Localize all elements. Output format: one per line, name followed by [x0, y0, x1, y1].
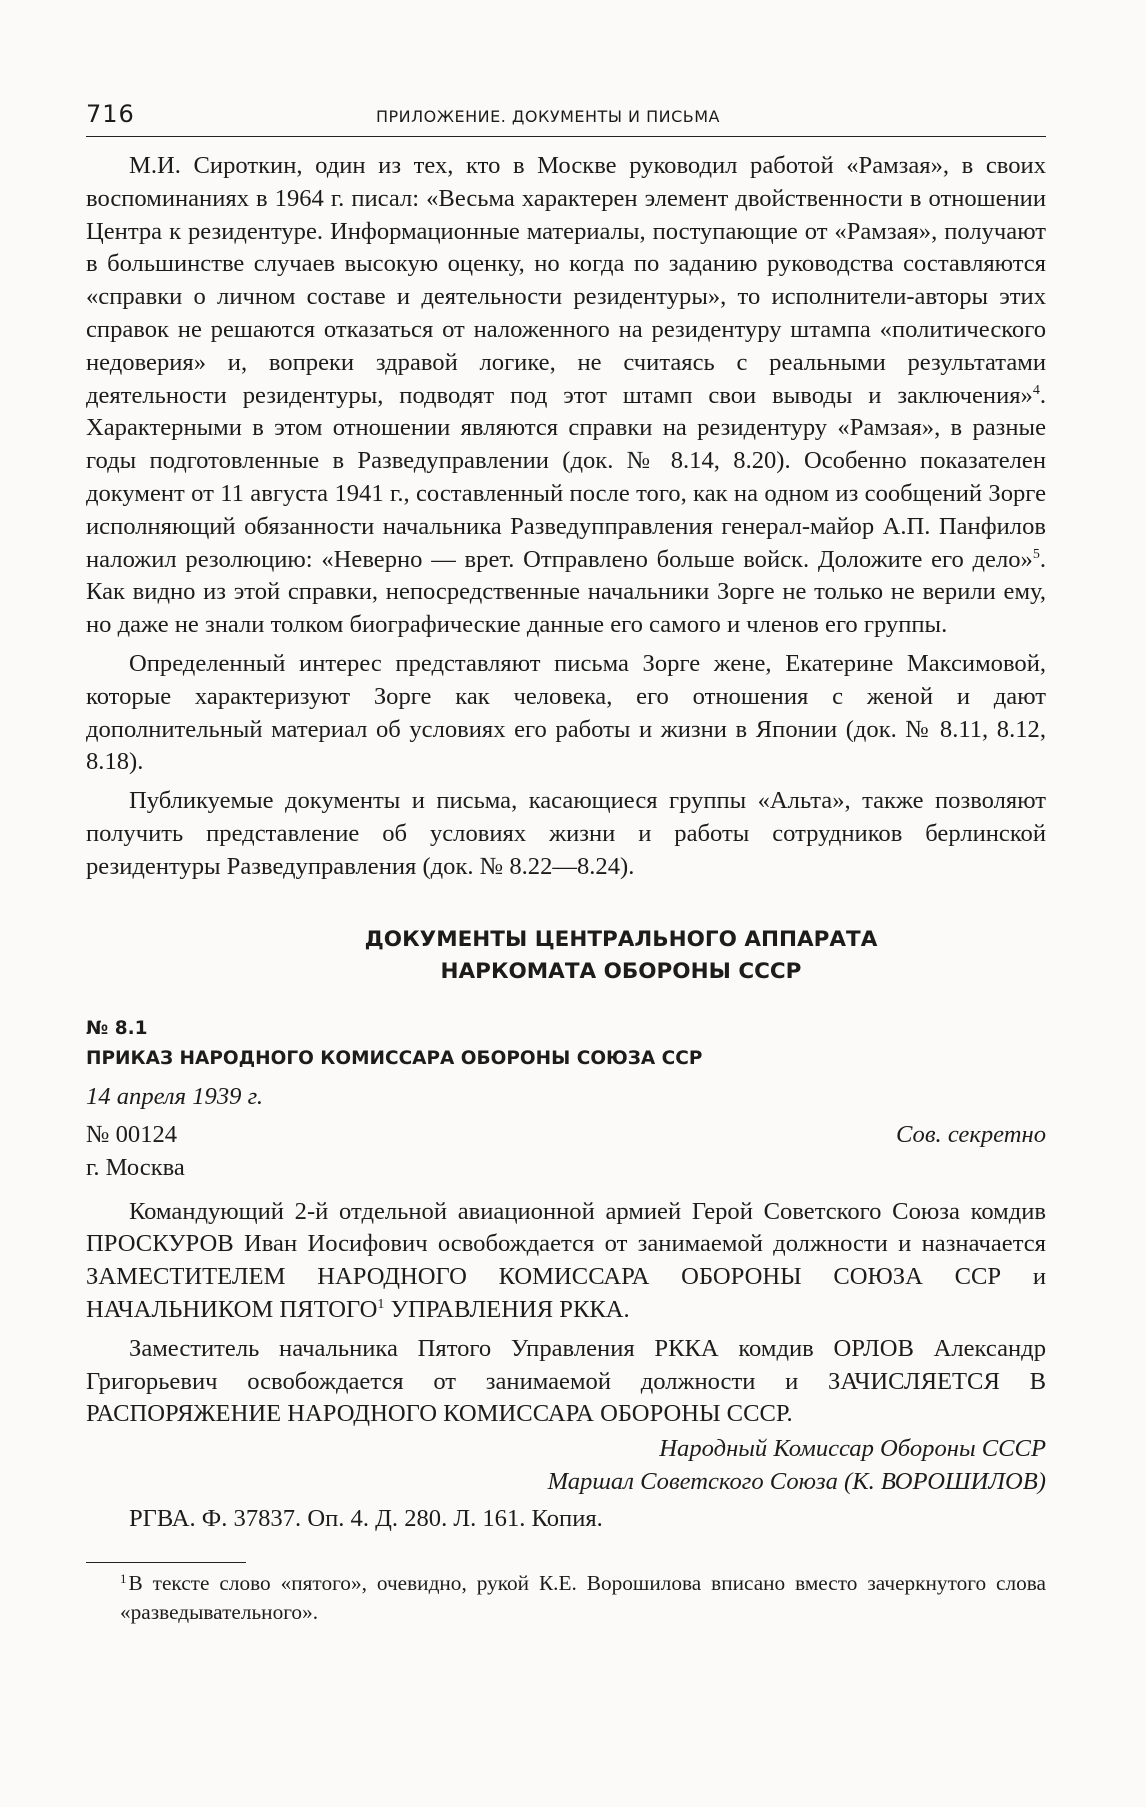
signature-line-2: Маршал Советского Союза (К. ВОРОШИЛОВ) — [547, 1467, 1046, 1495]
footnote-ref-4: 4 — [1032, 382, 1040, 398]
page-number: 716 — [86, 100, 135, 128]
archive-source: РГВА. Ф. 37837. Оп. 4. Д. 280. Л. 161. Копия. — [129, 1504, 603, 1532]
order-number: № 00124 — [86, 1120, 178, 1148]
intro-paragraph-2: Определенный интерес представляют письма Зорге жене, Екатерине Максимовой, которые характеризуют Зорге как человека, его отношения с женой и дают дополнительный материал об условиях его работы и жизни в Японии (док. № 8.11, 8.12, 8.18). — [86, 649, 1046, 776]
intro-paragraph-3: Публикуемые документы и письма, касающиеся группы «Альта», также позволяют получить представление об условиях жизни и работы сотрудников берлинской резидентуры Разведуправления (док. № 8.22—8.24). — [86, 787, 1046, 880]
document-meta — [86, 1118, 1046, 1184]
order-paragraph-2: Заместитель начальника Пятого Управления РККА комдив ОРЛОВ Александр Григорьевич освобождается от занимаемой должности и ЗАЧИСЛЯЕТСЯ В РАСПОРЯЖЕНИЕ НАРОДНОГО КОМИССАРА ОБОРОНЫ СССР. — [86, 1334, 1046, 1428]
running-section-title: ПРИЛОЖЕНИЕ. ДОКУМЕНТЫ И ПИСЬМА — [376, 107, 720, 126]
footnote-text: В тексте слово «пятого», очевидно, рукой К.Е. Ворошилова вписано вместо зачеркнутого слова «разведывательного». — [120, 1570, 1046, 1624]
order-city: г. Москва — [86, 1153, 185, 1181]
order-paragraph-1: Командующий 2-й отдельной авиационной армией Герой Советского Союза комдив ПРОСКУРОВ Иван Иосифович освобождается от занимаемой должности и назначается ЗАМЕСТИТЕЛЕМ НАРОДНОГО КОМИССАРА ОБОРОНЫ СОЮЗА ССР и НАЧАЛЬНИКОМ ПЯТОГО$^1$ УПРАВЛЕНИЯ РККА. — [86, 1197, 1046, 1323]
footnote — [86, 1569, 1046, 1627]
document-date: 14 апреля 1939 г. — [86, 1082, 263, 1110]
section-heading-line-1: ДОКУМЕНТЫ ЦЕНТРАЛЬНОГО АППАРАТА — [364, 926, 878, 952]
intro-paragraph-1: М.И. Сироткин, один из тех, кто в Москве руководил работой «Рамзая», в своих воспоминаниях в 1964 г. писал: «Весьма характерен элемент двойственности в отношении Центра к резидентуре. Информационные материалы, поступающие от «Рамзая», получают в большинстве случаев высокую оценку, но когда по заданию руководства составляются «справки о личном составе и деятельности резидентуры», то исполнители-авторы этих справок не решаются отказаться от наложенного на резидентуру штампа «политического недоверия» и, вопреки здравой логике, не считаясь с реальными результатами деятельности резидентуры, подводят под этот штамп свои выводы и заключения»$^4$. Характерными в этом отношении являются справки на резидентуру «Рамзая», в разные годы подготовленные в Разведуправлении (док. № 8.14, 8.20). Особенно показателен документ от 11 августа 1941 г., составленный после того, как на одном из сообщений Зорге исполняющий обязанности начальника Разведупправления генерал-майор А.П. Панфилов наложил резолюцию: «Неверно — врет. Отправлено больше войск. Доложите его дело»$^5$. Как видно из этой справки, непосредственные начальники Зорге не только не верили ему, но даже не знали толком биографические данные его самого и членов его группы. — [86, 152, 1046, 639]
signature-line-1: Народный Комиссар Обороны СССР — [659, 1435, 1046, 1463]
section-heading — [86, 924, 1046, 988]
order-meta-left — [86, 1118, 185, 1184]
document-title: ПРИКАЗ НАРОДНОГО КОМИССАРА ОБОРОНЫ СОЮЗА ССР — [86, 1047, 703, 1069]
footnote-mark: 1 — [120, 1570, 127, 1586]
signature-block — [86, 1433, 1046, 1499]
footnote-ref-1: 1 — [377, 1296, 385, 1312]
section-heading-line-2: НАРКОМАТА ОБОРОНЫ СССР — [440, 958, 802, 984]
footnote-divider — [86, 1562, 246, 1563]
running-head — [86, 100, 1046, 137]
document-number: № 8.1 — [86, 1017, 148, 1039]
footnote-ref-5: 5 — [1032, 546, 1040, 562]
secrecy-stamp: Сов. секретно — [895, 1120, 1046, 1148]
page-content — [86, 150, 1046, 1627]
